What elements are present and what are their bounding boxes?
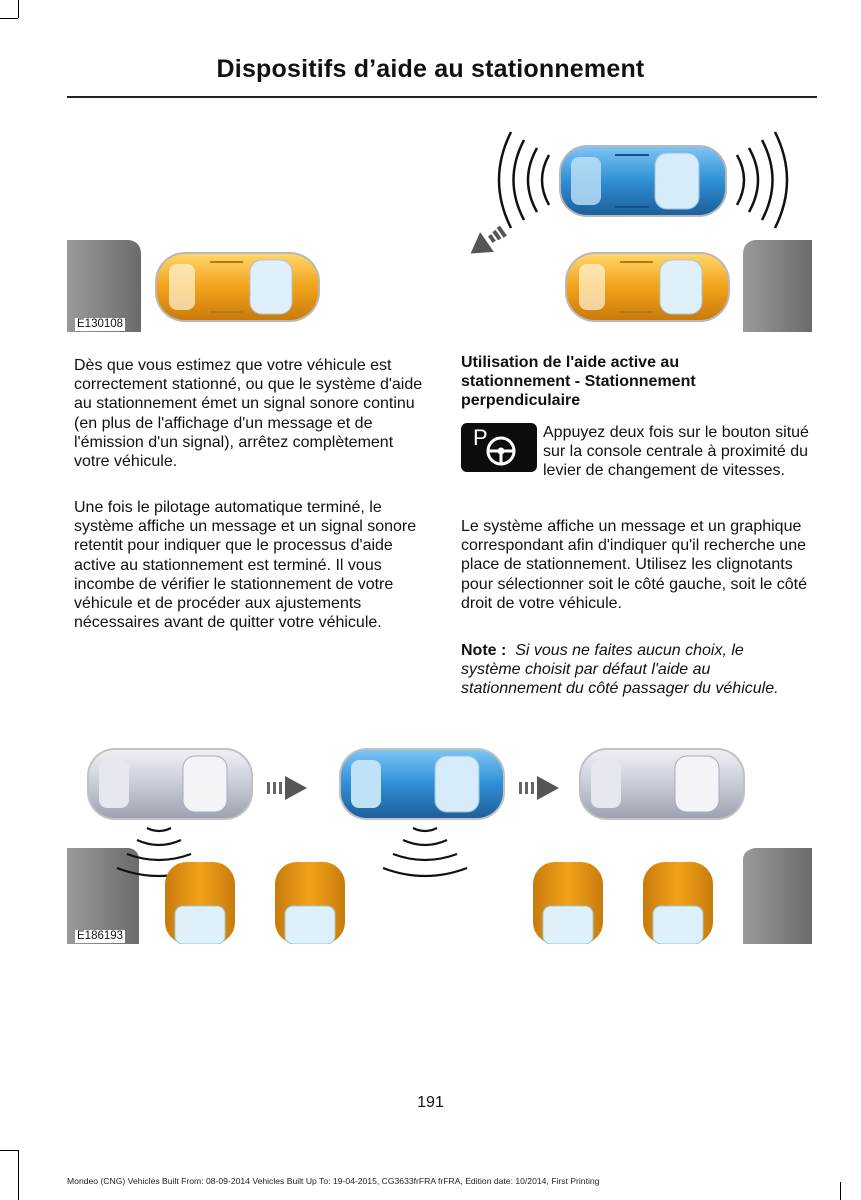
paragraph-autopilot-complete: Une fois le pilotage automatique terminé, le système affiche un message et un signal sonore retentit pour indiquer que le processus d'aide active au stationnement est terminé. Il vous incombe de vérifier le stationnement de votre véhicule et de procéder aux ajustements nécessaires avant de quitter votre véhicule. — [74, 499, 417, 632]
car-step-3-grey — [579, 748, 745, 820]
figure-label: E186193 — [77, 930, 124, 942]
sensor-waves-right — [737, 132, 787, 228]
parking-illustration — [67, 130, 812, 332]
figure-parking-sequence — [67, 738, 812, 944]
title-divider — [67, 96, 817, 98]
crop-mark-bottom-right-v — [840, 1182, 841, 1200]
crop-mark-bottom-left-v — [18, 1150, 19, 1200]
car-step-1-grey — [87, 748, 253, 820]
svg-text:P: P — [473, 425, 488, 450]
button-instruction — [461, 423, 815, 481]
parked-car-3 — [533, 862, 603, 944]
footer-text: Mondeo (CNG) Vehicles Built From: 08-09-2014 Vehicles Built Up To: 19-04-2015, CG3633frFRA frFRA, Edition date: 10/2014, First Printing — [67, 1176, 600, 1186]
parked-car-right — [565, 252, 730, 322]
sensor-waves-left — [499, 132, 549, 228]
parked-car-2 — [275, 862, 345, 944]
figure-parking-perpendicular — [67, 130, 812, 332]
right-curb — [743, 848, 812, 944]
paragraph-stop-vehicle: Dès que vous estimez que votre véhicule est correctement stationné, ou que le système d'aide au stationnement émet un signal sonore continu (en plus de l'affichage d'un message et de l'émission d'un signal), arrêtez complètement votre véhicule. — [74, 357, 423, 471]
page-title: Dispositifs d’aide au stationnement — [216, 55, 645, 83]
figure-label: E130108 — [77, 318, 124, 330]
paragraph-system-display: Le système affiche un message et un graphique correspondant afin d'indiquer qu'il recherche une place de stationnement. Utilisez les clignotants pour sélectionner soit le côté gauche, soit le côté droit de votre véhicule. — [461, 518, 807, 612]
right-curb — [743, 240, 812, 332]
section-heading: Utilisation de l'aide active au stationnement - Stationnement perpendiculaire — [461, 354, 696, 410]
crop-mark-bottom-left-h — [0, 1150, 18, 1151]
button-instruction-text: Appuyez deux fois sur le bouton situé sur la console centrale à proximité du levier de changement de vitesses. — [543, 424, 809, 480]
car-step-2-blue — [339, 748, 505, 820]
direction-arrow-icon — [464, 221, 511, 264]
arrow-step-1-icon — [267, 776, 307, 800]
arrow-step-2-icon — [519, 776, 559, 800]
parked-car-1 — [165, 862, 235, 944]
parked-car-4 — [643, 862, 713, 944]
icon-spacer — [461, 423, 543, 475]
sensor-waves-step-2 — [383, 828, 467, 876]
note-text: Si vous ne faites aucun choix, le système choisit par défaut l'aide au stationnement du côté passager du véhicule. — [461, 642, 779, 698]
note-label: Note : — [461, 642, 507, 659]
parked-car-left — [155, 252, 320, 322]
crop-mark-top-left-h — [0, 18, 18, 19]
page-number: 191 — [417, 1094, 444, 1111]
moving-car-blue — [559, 145, 727, 217]
parking-sequence-illustration — [67, 738, 812, 944]
crop-mark-top-left-v — [18, 0, 19, 18]
note — [461, 641, 791, 699]
